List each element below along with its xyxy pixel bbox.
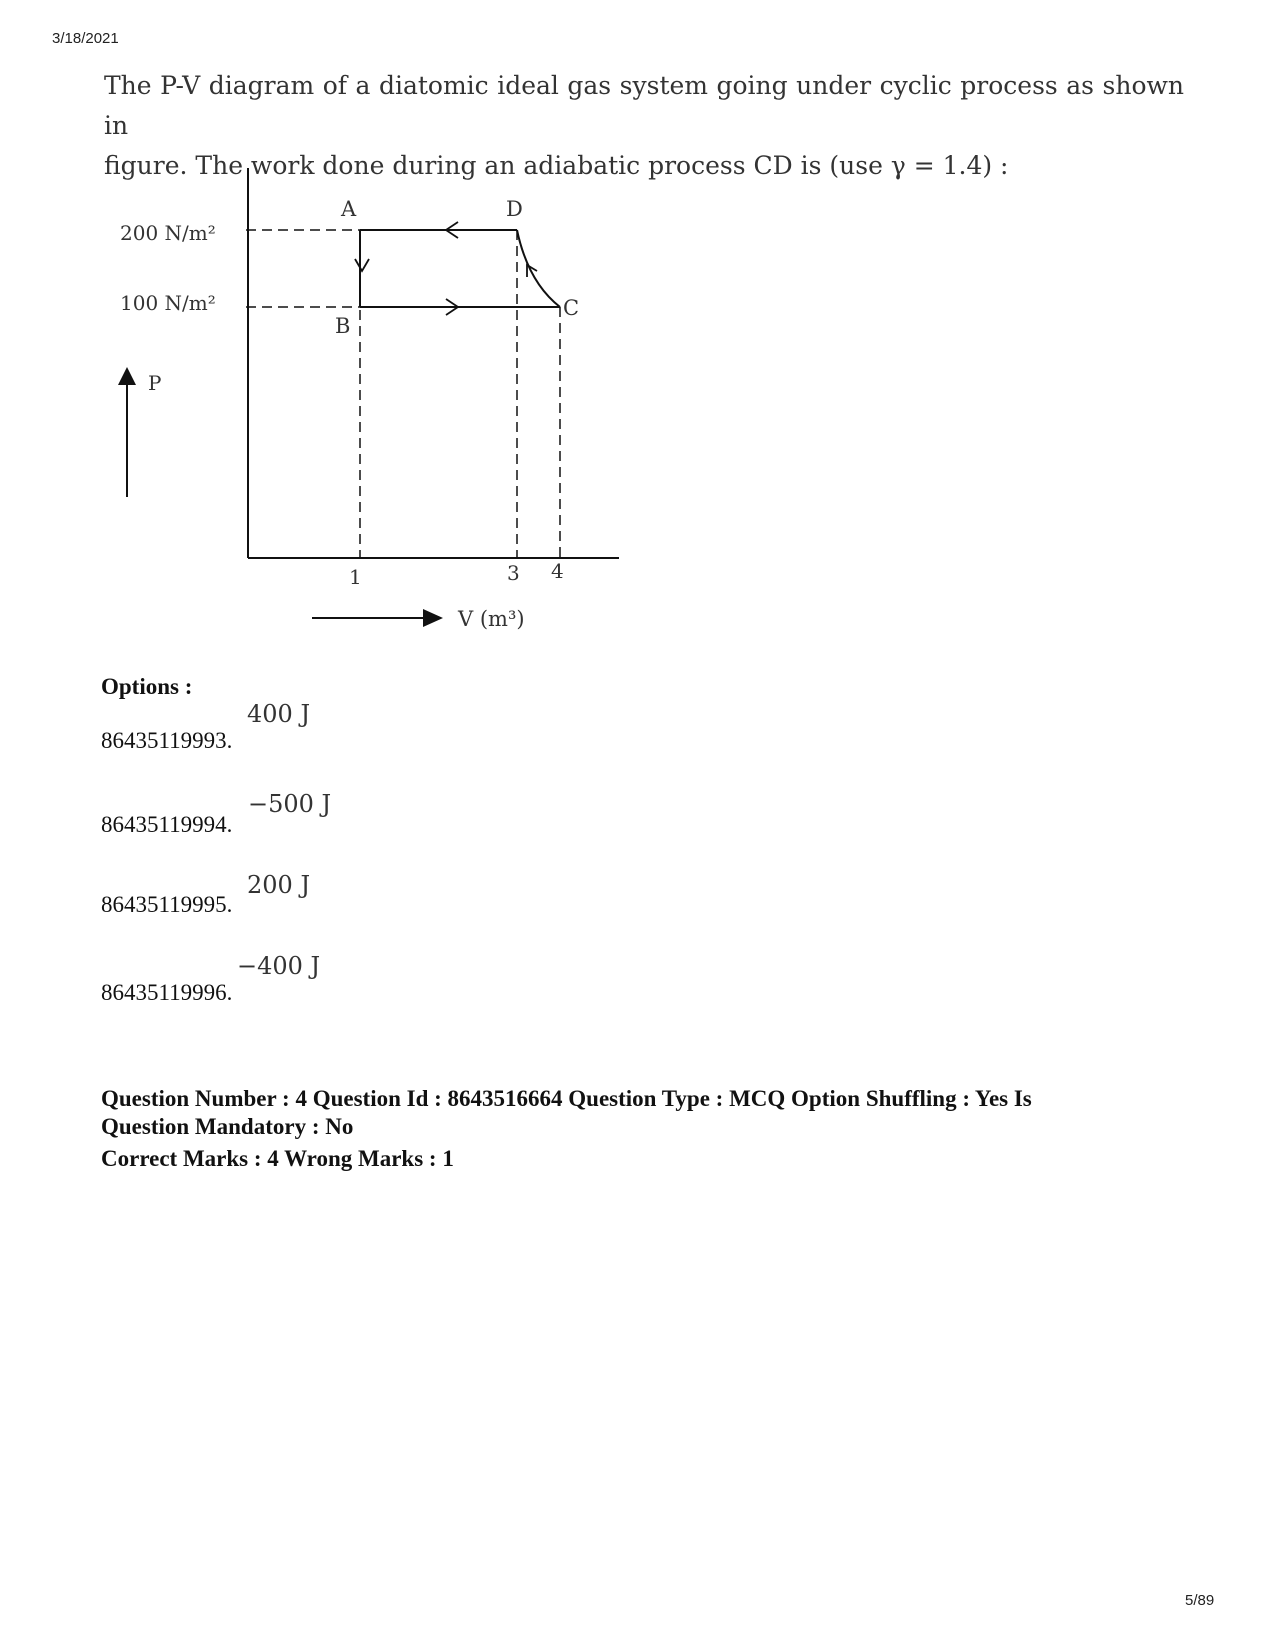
- question-line-1: The P-V diagram of a diatomic ideal gas system going under cyclic process as shown in: [104, 71, 1184, 140]
- path-cd-adiabat: [517, 230, 560, 307]
- label-p-axis: P: [148, 371, 162, 395]
- meta-line-2: Question Mandatory : No: [101, 1114, 354, 1139]
- page-number: 5/89: [1185, 1592, 1215, 1609]
- question-line-2: figure. The work done during an adiabatic process CD is (use γ = 1.4) :: [104, 151, 1009, 180]
- label-v-3: 3: [507, 561, 520, 585]
- label-v-4: 4: [551, 559, 564, 583]
- label-point-b: B: [335, 314, 351, 338]
- option-1-value: 400 J: [247, 700, 311, 728]
- p-arrowhead-icon: [118, 367, 136, 385]
- meta-marks: Correct Marks : 4 Wrong Marks : 1: [101, 1146, 454, 1171]
- option-3-value: 200 J: [247, 871, 311, 899]
- question-meta: [101, 1085, 1161, 1173]
- label-100: 100 N/m²: [120, 291, 216, 315]
- label-v-1: 1: [349, 565, 362, 589]
- option-2-id: 86435119994.: [101, 812, 233, 837]
- label-v-axis: V (m³): [458, 607, 525, 631]
- options-heading: Options :: [101, 674, 193, 699]
- pv-diagram: [100, 160, 660, 660]
- option-4-id: 86435119996.: [101, 980, 233, 1005]
- option-1-id: 86435119993.: [101, 728, 233, 753]
- label-point-c: C: [563, 296, 580, 320]
- label-point-a: A: [341, 197, 357, 221]
- option-4-value: −400 J: [237, 952, 321, 980]
- label-point-d: D: [506, 197, 523, 221]
- v-arrowhead-icon: [423, 609, 443, 627]
- option-3: [101, 870, 701, 930]
- meta-line-1: Question Number : 4 Question Id : 8643516664 Question Type : MCQ Option Shuffling : Yes Is: [101, 1086, 1032, 1111]
- option-1: [101, 700, 701, 760]
- print-date: 3/18/2021: [52, 30, 119, 47]
- option-3-id: 86435119995.: [101, 892, 233, 917]
- option-2: [101, 790, 701, 850]
- option-2-value: −500 J: [248, 790, 332, 818]
- label-200: 200 N/m²: [120, 221, 216, 245]
- arrow-ab: [355, 259, 369, 271]
- option-4: [101, 952, 701, 1012]
